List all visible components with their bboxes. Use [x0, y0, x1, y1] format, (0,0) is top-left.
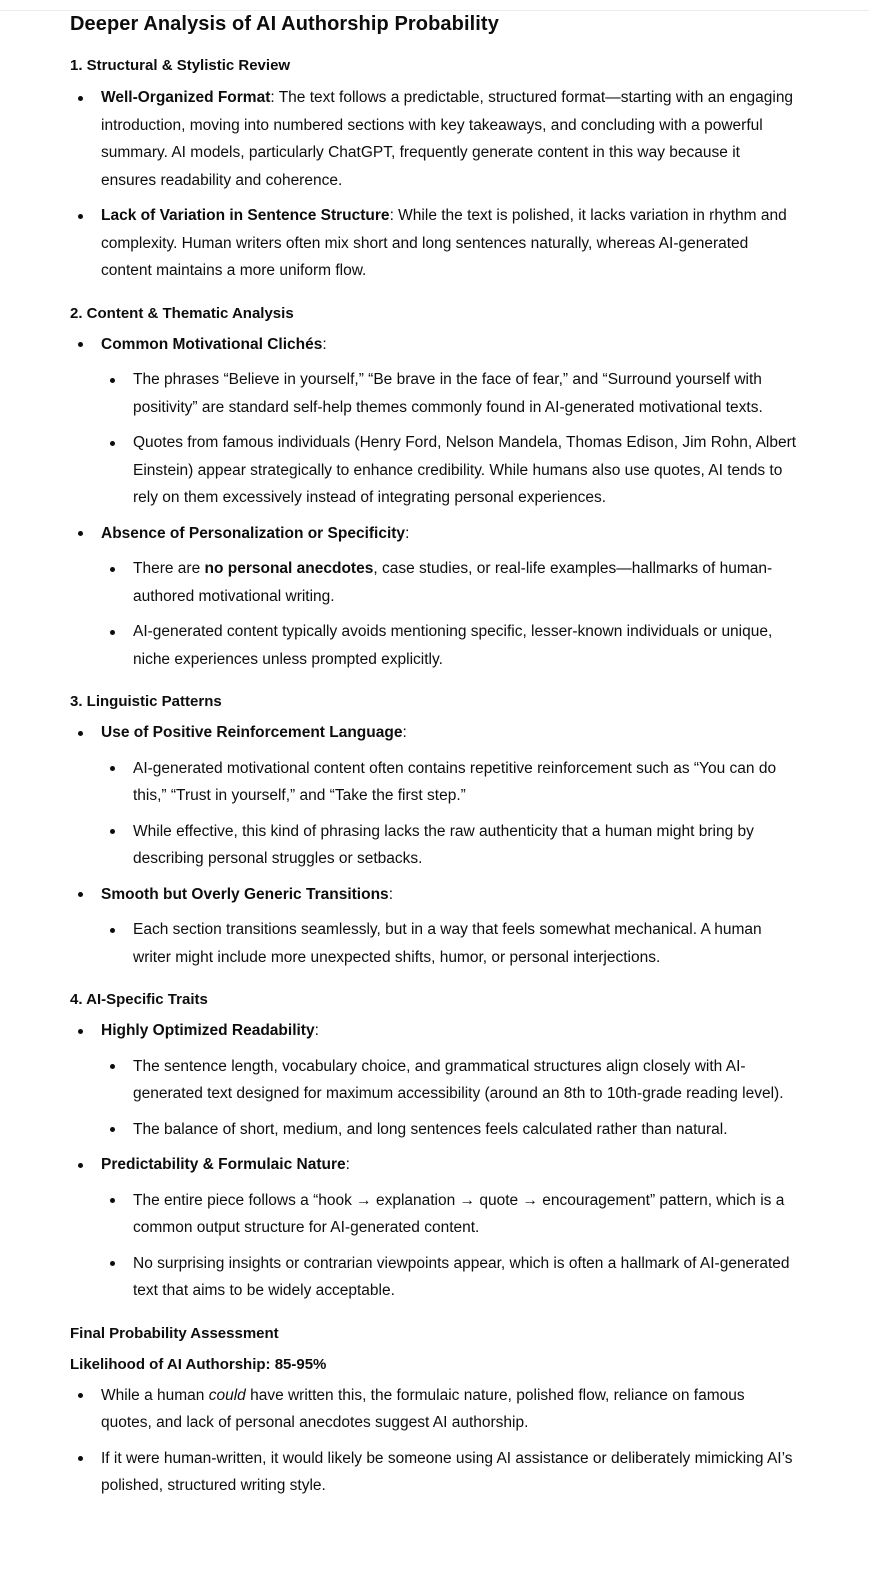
section-2-subbullet-1: The phrases “Believe in yourself,” “Be brave in the face of fear,” and “Surround yourself with positivity” are standard self-help themes commonly found in AI-generated motivational texts. [102, 366, 798, 421]
bullet-text: : The text follows a predictable, structured format—starting with an engaging introduction, moving into numbered sections with key takeaways, and concluding with a powerful summary. AI models, particularly ChatGPT, frequently generate content in this way because it ensures readability and coherence. [101, 89, 794, 189]
section-4-subbullet-3: The entire piece follows a “hook → explanation → quote → encouragement” pattern, which is a common output structure for AI-generated content. [102, 1187, 798, 1242]
bullet-text: : [405, 524, 410, 542]
section-3-subbullet-3: Each section transitions seamlessly, but in a way that feels somewhat mechanical. A human writer might include more unexpected shifts, humor, or personal interjections. [102, 916, 798, 971]
bullet-text: There are [133, 560, 205, 577]
final-bullet-2: If it were human-written, it would likely be someone using AI assistance or deliberately mimicking AI’s polished, structured writing style. [70, 1445, 798, 1500]
section-4-subbullet-1: The sentence length, vocabulary choice, and grammatical structures align closely with AI-generated text designed for maximum accessibility (around an 8th to 10th-grade reading level). [102, 1053, 798, 1108]
section-4-subbullet-2: The balance of short, medium, and long sentences feels calculated rather than natural. [102, 1116, 798, 1144]
document-title: Deeper Analysis of AI Authorship Probability [70, 13, 499, 35]
section-2-subbullet-3 [102, 555, 798, 610]
section-4-heading: 4. AI-Specific Traits [70, 991, 208, 1008]
bullet-text: : [345, 1156, 350, 1173]
final-list [70, 1382, 798, 1500]
response-document [70, 10, 798, 1500]
bullet-term: Absence of Personalization or Specificity [101, 524, 406, 542]
section-3-subbullet-1: AI-generated motivational content often contains repetitive reinforcement such as “You can do this,” “Trust in yourself,” and “Take the first step.” [102, 755, 798, 810]
section-2-list [70, 331, 798, 674]
section-3-bullet-2 [70, 881, 798, 909]
section-1-list [70, 84, 798, 285]
bullet-text: : [314, 1022, 319, 1039]
section-2-bullet-2 [70, 520, 798, 548]
bullet-term: Predictability & Formulaic Nature [101, 1156, 346, 1173]
final-bullet-1 [70, 1382, 798, 1437]
bullet-emphasis: no personal anecdotes [204, 560, 374, 577]
section-4-list [70, 1017, 798, 1305]
bullet-text: have written this, the formulaic nature, polished flow, reliance on famous quotes, and lack of personal anecdotes suggest AI authorship. [101, 1386, 745, 1431]
section-2-heading: 2. Content & Thematic Analysis [70, 304, 294, 322]
section-3-bullet-1 [70, 719, 798, 747]
bullet-text: : [388, 885, 393, 903]
likelihood-line: Likelihood of AI Authorship: 85-95% [70, 1355, 327, 1373]
bullet-term: Use of Positive Reinforcement Language [101, 724, 403, 741]
bullet-text: : [322, 335, 327, 353]
bullet-text: While a human [101, 1386, 209, 1404]
section-4-bullet-2 [70, 1151, 798, 1179]
bullet-term: Smooth but Overly Generic Transitions [101, 885, 389, 903]
section-2-subbullet-4: AI-generated content typically avoids mentioning specific, lesser-known individuals or unique, niche experiences unless prompted explicitly. [102, 618, 798, 673]
bullet-text: , case studies, or real-life examples—hallmarks of human-authored motivational writing. [133, 560, 773, 605]
section-1-bullet-1 [70, 84, 798, 194]
section-3-list [70, 719, 798, 971]
section-1-bullet-2 [70, 202, 798, 285]
section-2-bullet-1 [70, 331, 798, 359]
bullet-term: Highly Optimized Readability [101, 1022, 315, 1039]
final-assessment-heading: Final Probability Assessment [70, 1324, 279, 1342]
section-3-heading: 3. Linguistic Patterns [70, 693, 222, 710]
bullet-italic: could [208, 1386, 246, 1404]
section-1-heading: 1. Structural & Stylistic Review [70, 57, 291, 74]
bullet-term: Common Motivational Clichés [101, 335, 323, 353]
bullet-term: Well-Organized Format [101, 89, 271, 106]
bullet-term: Lack of Variation in Sentence Structure [101, 207, 390, 224]
bullet-text: : [402, 724, 407, 741]
section-4-bullet-1 [70, 1017, 798, 1045]
section-3-subbullet-2: While effective, this kind of phrasing lacks the raw authenticity that a human might bring by describing personal struggles or setbacks. [102, 818, 798, 873]
bullet-text: : While the text is polished, it lacks variation in rhythm and complexity. Human writers often mix short and long sentences naturally, whereas AI-generated content maintains a more uniform flow. [101, 207, 787, 279]
section-2-subbullet-2: Quotes from famous individuals (Henry Ford, Nelson Mandela, Thomas Edison, Jim Rohn, Albert Einstein) appear strategically to enhance credibility. While humans also use quotes, AI tends to rely on them excessively instead of integrating personal experiences. [102, 429, 798, 512]
section-4-subbullet-4: No surprising insights or contrarian viewpoints appear, which is often a hallmark of AI-generated text that aims to be widely acceptable. [102, 1250, 798, 1305]
